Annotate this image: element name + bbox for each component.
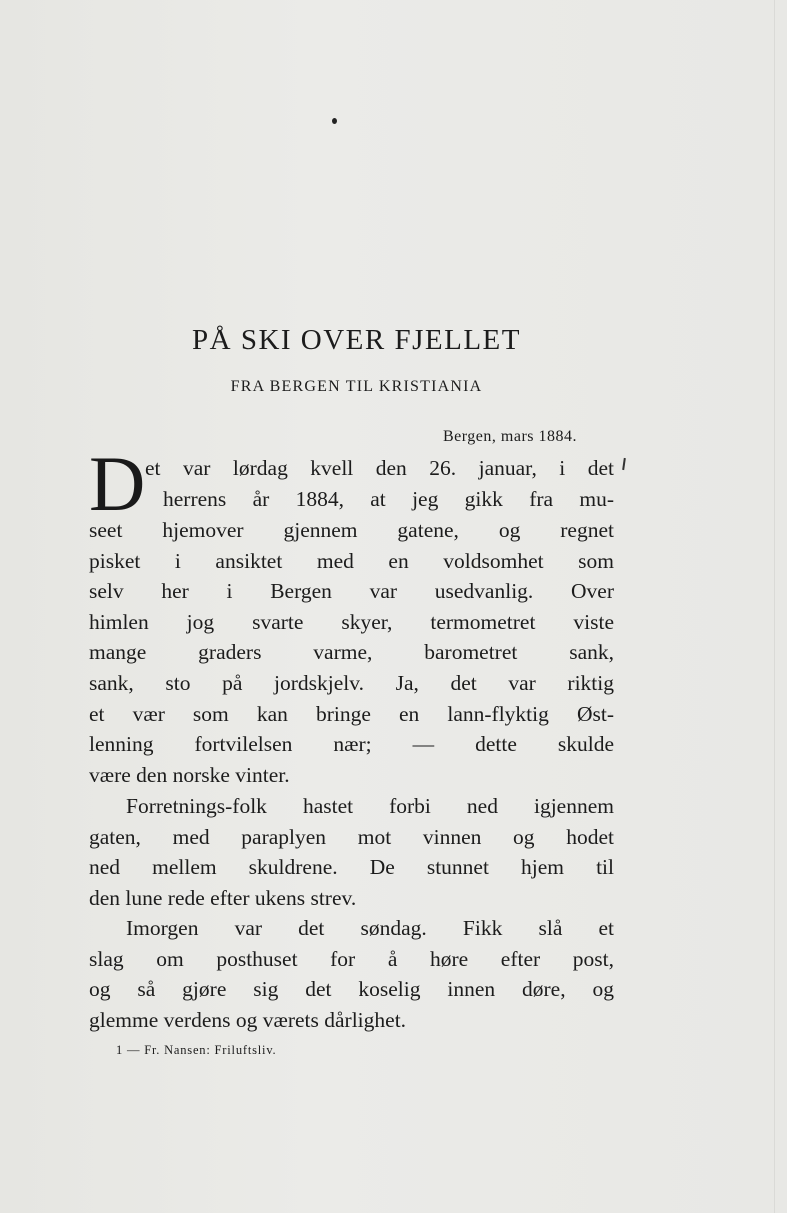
- margin-mark: [622, 458, 626, 470]
- text-line: et vær som kan bringe en lann-flyktig Øst-: [89, 701, 614, 726]
- dropcap-lines: [145, 453, 614, 514]
- text-line: glemme verdens og værets dårlighet.: [89, 1007, 407, 1032]
- paragraph-2: [89, 791, 614, 913]
- text-line: være den norske vinter.: [89, 762, 290, 787]
- text-line: og så gjøre sig det koselig innen døre, og: [89, 977, 614, 1002]
- text-line: himlen jog svarte skyer, termometret viste: [89, 609, 614, 634]
- text-line: den lune rede efter ukens strev.: [89, 885, 357, 910]
- footnote: 1 — Fr. Nansen: Friluftsliv.: [116, 1043, 277, 1057]
- chapter-subtitle: FRA BERGEN TIL KRISTIANIA: [230, 378, 483, 395]
- text-line: lenning fortvilelsen nær; — dette skulde: [89, 732, 614, 757]
- text-line: et var lørdag kvell den 26. januar, i det: [145, 456, 614, 480]
- paragraph-1: [89, 515, 614, 790]
- text-line: gaten, med paraplyen mot vinnen og hodet: [89, 824, 614, 849]
- page-edge: [774, 0, 775, 1213]
- text-line: Forretnings-folk hastet forbi ned igjennem: [126, 794, 614, 818]
- ink-speck: [332, 118, 337, 124]
- text-line: ned mellem skuldrene. De stunnet hjem til: [89, 855, 614, 880]
- text-line: mange graders varme, barometret sank,: [89, 640, 614, 665]
- dateline: Bergen, mars 1884.: [442, 428, 577, 445]
- text-line: slag om posthuset for å høre efter post,: [89, 946, 614, 971]
- text-line: Imorgen var det søndag. Fikk slå et: [126, 916, 614, 940]
- drop-cap: D: [89, 440, 146, 527]
- text-line: selv her i Bergen var usedvanlig. Over: [89, 579, 614, 604]
- text-line: pisket i ansiktet med en voldsomhet som: [89, 548, 614, 573]
- paragraph-3: [89, 913, 614, 1035]
- text-line: herrens år 1884, at jeg gikk fra mu-: [163, 486, 614, 511]
- chapter-title: PÅ SKI OVER FJELLET: [192, 324, 521, 356]
- text-line: seet hjemover gjennem gatene, og regnet: [89, 518, 614, 542]
- text-line: sank, sto på jordskjelv. Ja, det var riktig: [89, 670, 614, 695]
